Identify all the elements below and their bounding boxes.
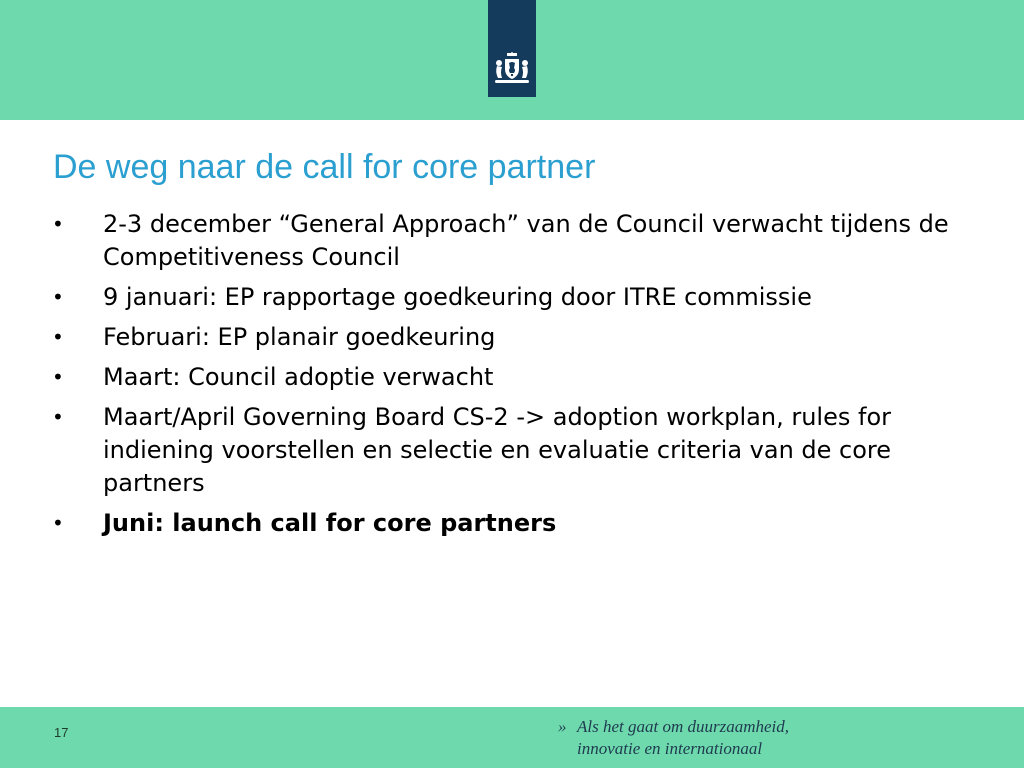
logo: [488, 0, 536, 97]
coat-of-arms-icon: [492, 52, 532, 86]
page-number: 17: [54, 725, 69, 740]
bullet-item: [52, 281, 952, 314]
bullet-icon: •: [52, 365, 64, 389]
footer-tagline: [558, 716, 858, 760]
slide-title: De weg naar de call for core partner: [53, 148, 596, 186]
bullet-text: Maart: Council adoptie verwacht: [103, 363, 494, 391]
bullet-text: 9 januari: EP rapportage goedkeuring door ITRE commissie: [103, 283, 812, 311]
header-band: [0, 0, 1024, 120]
bullet-icon: •: [52, 511, 64, 535]
bullet-list: [52, 208, 952, 547]
bullet-item: [52, 507, 952, 540]
bullet-text: 2-3 december “General Approach” van de Council verwacht tijdens de Competitiveness Council: [103, 210, 949, 271]
bullet-text: Februari: EP planair goedkeuring: [103, 323, 496, 351]
bullet-item: [52, 361, 952, 394]
tagline-line-2: innovatie en internationaal: [577, 739, 763, 758]
bullet-text: Juni: launch call for core partners: [103, 509, 557, 537]
bullet-text: Maart/April Governing Board CS-2 -> adoption workplan, rules for indiening voorstellen en selectie en evaluatie criteria van de core partners: [103, 403, 892, 497]
bullet-item: [52, 321, 952, 354]
double-chevron-icon: »: [558, 717, 567, 736]
bullet-item: [52, 208, 952, 274]
footer-band: [0, 707, 1024, 768]
bullet-item: [52, 401, 952, 500]
bullet-icon: •: [52, 212, 64, 236]
tagline-line-1: Als het gaat om duurzaamheid,: [577, 717, 790, 736]
bullet-icon: •: [52, 325, 64, 349]
bullet-icon: •: [52, 285, 64, 309]
bullet-icon: •: [52, 405, 64, 429]
